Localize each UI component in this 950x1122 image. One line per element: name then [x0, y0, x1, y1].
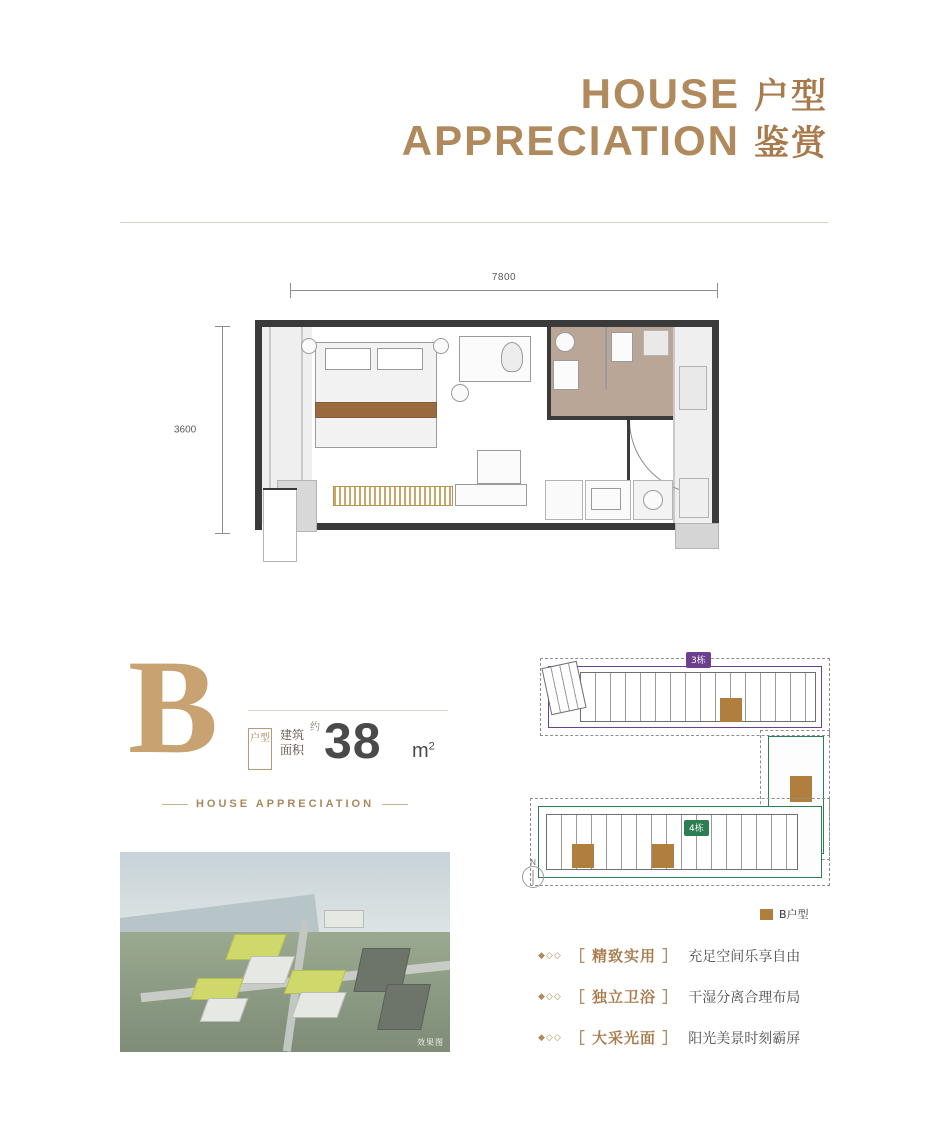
project-rendering-image [120, 852, 450, 1052]
nightstand-lamp-left [301, 338, 317, 354]
site-unit-highlight-6 [652, 844, 674, 868]
feature-desc-1: 充足空间乐享自由 [688, 948, 801, 965]
washer-door [643, 490, 663, 510]
dimension-width-tick-left [290, 283, 291, 298]
page-header [0, 70, 950, 164]
sink [591, 488, 621, 510]
unit-divider [248, 710, 448, 711]
floorplan-drawing [150, 258, 790, 588]
feature-tag-3: ［ 大采光面 ］ [569, 1029, 679, 1047]
kitchen-counter-1 [545, 480, 583, 520]
unit-letter: B [128, 633, 219, 782]
unit-subtitle-text: HOUSE APPRECIATION [195, 798, 375, 810]
tv-console [455, 484, 527, 506]
wall-left [255, 320, 262, 530]
bathroom-partition [605, 327, 607, 389]
rendering-caption: 效果图 [417, 1038, 444, 1047]
unit-area-unit-text: m [412, 740, 429, 762]
dimension-height-tick-top [215, 326, 230, 327]
stair-shaft-wall [263, 488, 297, 490]
rendering-building-9 [324, 910, 364, 928]
wash-basin [555, 332, 575, 352]
bath-cabinet [643, 330, 669, 356]
feature-item-3 [538, 1027, 868, 1048]
feature-list [538, 945, 868, 1068]
header-title-cn-2: 鉴赏 [753, 124, 828, 165]
feature-desc-3: 阳光美景时刻霸屏 [688, 1030, 801, 1047]
dimension-width-tick-right [717, 283, 718, 298]
corner-unit [679, 478, 709, 518]
toilet [611, 332, 633, 362]
unit-subtitle-dash-right [382, 804, 408, 805]
header-title-en-1: HOUSE [580, 70, 740, 117]
feature-item-2 [538, 986, 868, 1007]
wall-right [712, 320, 719, 530]
dimension-width-bar [290, 290, 718, 291]
dimension-height-tick-bottom [215, 533, 230, 534]
header-line-2 [0, 117, 828, 164]
unit-type-tag: 户型 [248, 728, 272, 770]
header-divider [120, 222, 828, 223]
wall-bottom [303, 523, 719, 530]
unit-area-unit-sup: 2 [428, 740, 435, 753]
building-chip-3: 3栋 [686, 652, 711, 668]
coffee-table [477, 450, 521, 484]
feature-tag-1: ［ 精致实用 ］ [569, 947, 679, 965]
feature-item-1 [538, 945, 868, 966]
bathroom-wall-left [547, 327, 551, 420]
site-plan [520, 648, 840, 921]
dimension-width-label: 7800 [491, 272, 517, 283]
rendering-building-5 [190, 978, 244, 1000]
compass-icon [522, 858, 544, 888]
shower-tray [553, 360, 579, 390]
site-unit-highlight-1 [720, 698, 742, 722]
rendering-building-3 [284, 970, 347, 994]
site-units-upper [580, 672, 816, 722]
feature-tag-2: ［ 独立卫浴 ］ [569, 988, 679, 1006]
dimension-height-label: 3600 [174, 424, 197, 436]
dimension-height [174, 326, 230, 534]
unit-subtitle-dash-left [162, 804, 188, 805]
compass-needle [533, 870, 534, 885]
header-line-1 [0, 70, 828, 117]
unit-area-label: 建筑面积 [280, 728, 305, 757]
header-title-cn-1: 户型 [753, 77, 828, 117]
legend-swatch [760, 909, 773, 920]
nightstand-lamp-right [433, 338, 449, 354]
shoe-cabinet [679, 366, 707, 410]
pillow-right [377, 348, 423, 370]
unit-subtitle [120, 798, 450, 810]
site-legend [760, 906, 809, 922]
dimension-height-bar [222, 326, 223, 534]
building-chip-4: 4栋 [684, 820, 709, 836]
unit-plan-graphic [255, 320, 725, 560]
site-unit-highlight-5 [572, 844, 594, 868]
feature-desc-2: 干湿分离合理布局 [688, 989, 801, 1006]
person-figure [501, 342, 523, 372]
rendering-building-4 [291, 992, 346, 1018]
bed-runner [315, 402, 437, 418]
stair-shaft [263, 488, 297, 562]
legend-label: B户型 [779, 908, 809, 921]
unit-summary [120, 633, 450, 825]
diamond-icon-1: ◆◇◇ [538, 950, 562, 961]
compass-north-label: N [530, 858, 536, 867]
unit-area-value: 38 [324, 713, 382, 769]
diamond-icon-3: ◆◇◇ [538, 1032, 562, 1043]
unit-area-unit [412, 740, 435, 763]
wall-top [255, 320, 719, 327]
diamond-icon-2: ◆◇◇ [538, 991, 562, 1002]
pillow-left [325, 348, 371, 370]
wardrobe-hatch [333, 486, 453, 506]
unit-area-approx: 约 [310, 722, 320, 733]
side-table [451, 384, 469, 402]
dimension-width [290, 272, 718, 296]
outdoor-platform [675, 523, 719, 549]
header-title-en-2: APPRECIATION [401, 117, 740, 165]
